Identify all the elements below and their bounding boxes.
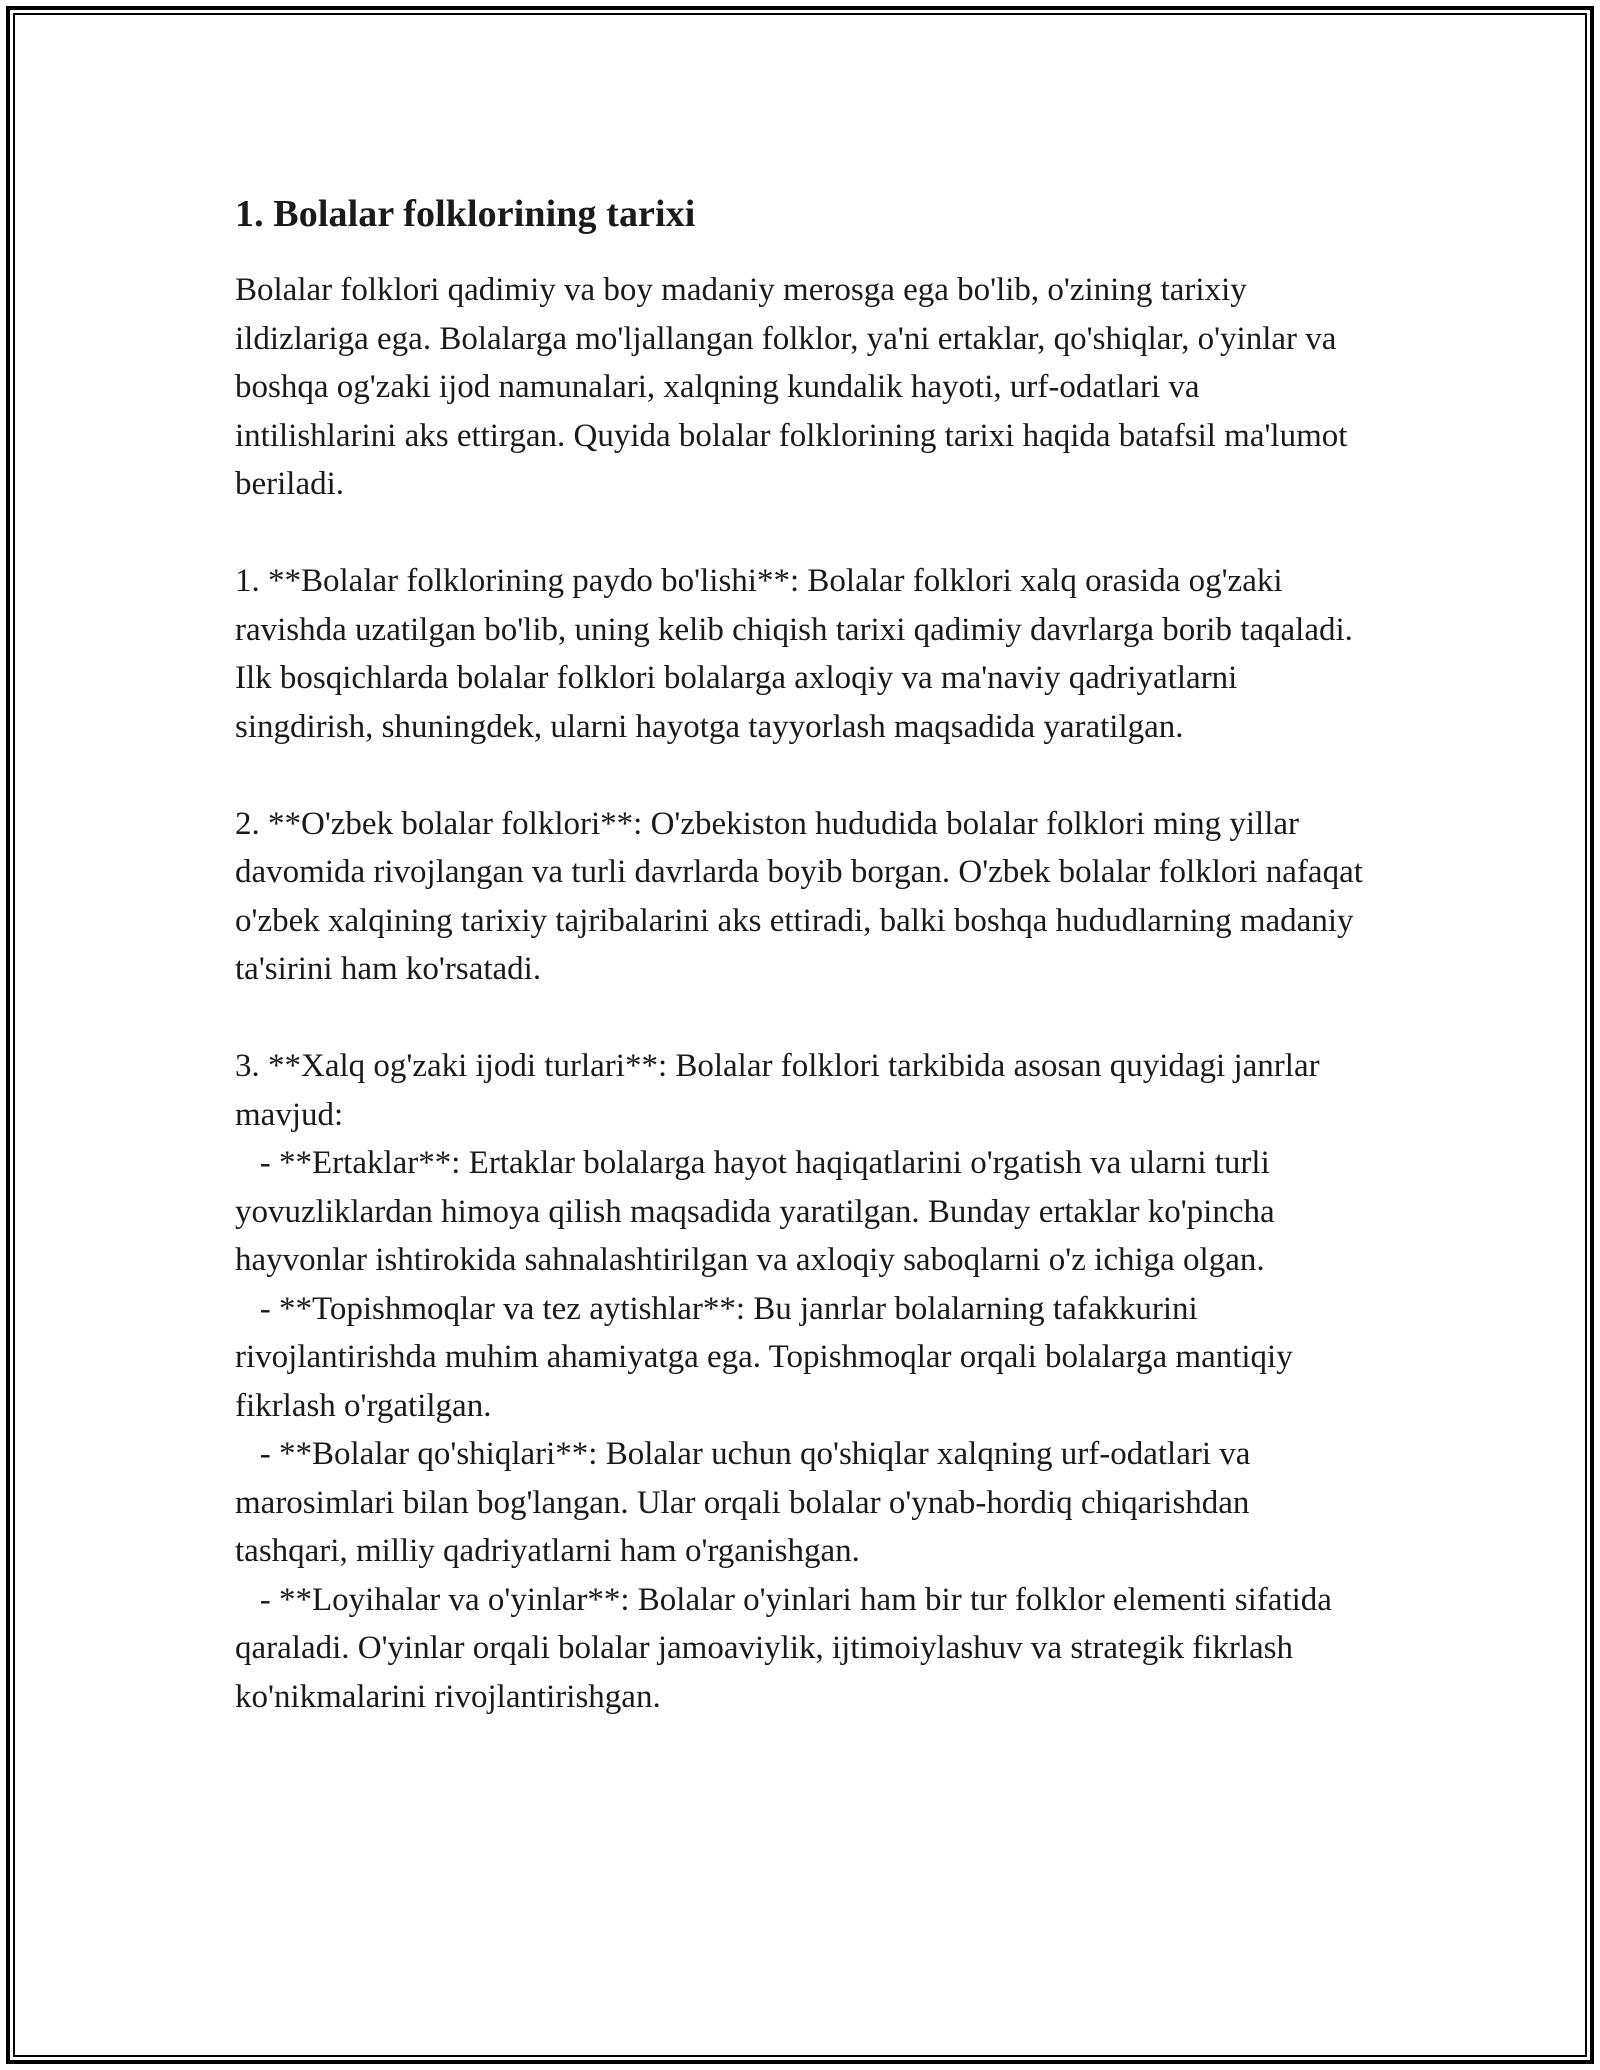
genre-item-topishmoqlar: [235, 1285, 1365, 1431]
list-marker: -: [235, 1145, 279, 1181]
list-marker: -: [235, 1436, 279, 1472]
intro-paragraph: Bolalar folklori qadimiy va boy madaniy merosga ega bo'lib, o'zining tarixiy ildizlariga ega. Bolalarga mo'ljallangan folklor, ya'ni ertaklar, qo'shiqlar, o'yinlar va boshqa og'zaki ijod namunalari, xalqning kundalik hayoti, urf-odatlari va intilishlarini aks ettirgan. Quyida bolalar folklorining tarixi haqida batafsil ma'lumot beriladi.: [235, 272, 1348, 502]
document-body: [235, 186, 1365, 1721]
genre-item-text: **Bolalar qo'shiqlari**: Bolalar uchun qo'shiqlar xalqning urf-odatlari va marosimlari bilan bog'langan. Ular orqali bolalar o'ynab-hordiq chiqarishdan tashqari, milliy qadriyatlarni ham o'rganishgan.: [235, 1436, 1251, 1569]
list-marker: -: [235, 1581, 279, 1618]
section-paragraph-origin: 1. **Bolalar folklorining paydo bo'lishi**: Bolalar folklori xalq orasida og'zaki ravishda uzatilgan bo'lib, uning kelib chiqish tarixi qadimiy davrlarga borib taqaladi. Ilk bosqichlarda bolalar folklori bolalarga axloqiy va ma'naviy qadriyatlarni singdirish, shuningdek, ularni hayotga tayyorlash maqsadida yaratilgan.: [235, 563, 1353, 745]
section-paragraph-uzbek: 2. **O'zbek bolalar folklori**: O'zbekiston hududida bolalar folklori ming yillar davomida rivojlangan va turli davrlarda boyib borgan. O'zbek bolalar folklori nafaqat o'zbek xalqining tarixiy tajribalarini aks ettiradi, balki boshqa hududlarning madaniy ta'sirini ham ko'rsatadi.: [235, 805, 1363, 987]
genre-item-text: **Loyihalar va o'yinlar**: Bolalar o'yinlari ham bir tur folklor elementi sifatida qaraladi. O'yinlar orqali bolalar jamoaviylik, ijtimoiylashuv va strategik fikrlash ko'nikmalarini rivojlantirishgan.: [235, 1581, 1332, 1715]
genre-item-oyinlar: [235, 1576, 1365, 1722]
section-paragraph-genres: 3. **Xalq og'zaki ijodi turlari**: Bolalar folklori tarkibida asosan quyidagi janrlar mavjud:: [235, 1048, 1320, 1133]
genre-item-text: **Ertaklar**: Ertaklar bolalarga hayot haqiqatlarini o'rgatish va ularni turli yovuzliklardan himoya qilish maqsadida yaratilgan. Bunday ertaklar ko'pincha hayvonlar ishtirokida sahnalashtirilgan va axloqiy saboqlarni o'z ichiga olgan.: [235, 1145, 1275, 1278]
list-marker: -: [235, 1290, 279, 1327]
genre-item-ertaklar: [235, 1139, 1365, 1285]
section-heading: 1. Bolalar folklorining tarixi: [235, 193, 696, 235]
genre-item-qoshiqlar: [235, 1430, 1365, 1576]
genre-item-text: **Topishmoqlar va tez aytishlar**: Bu janrlar bolalarning tafakkurini rivojlantirishda muhim ahamiyatga ega. Topishmoqlar orqali bolalarga mantiqiy fikrlash o'rgatilgan.: [235, 1290, 1293, 1424]
